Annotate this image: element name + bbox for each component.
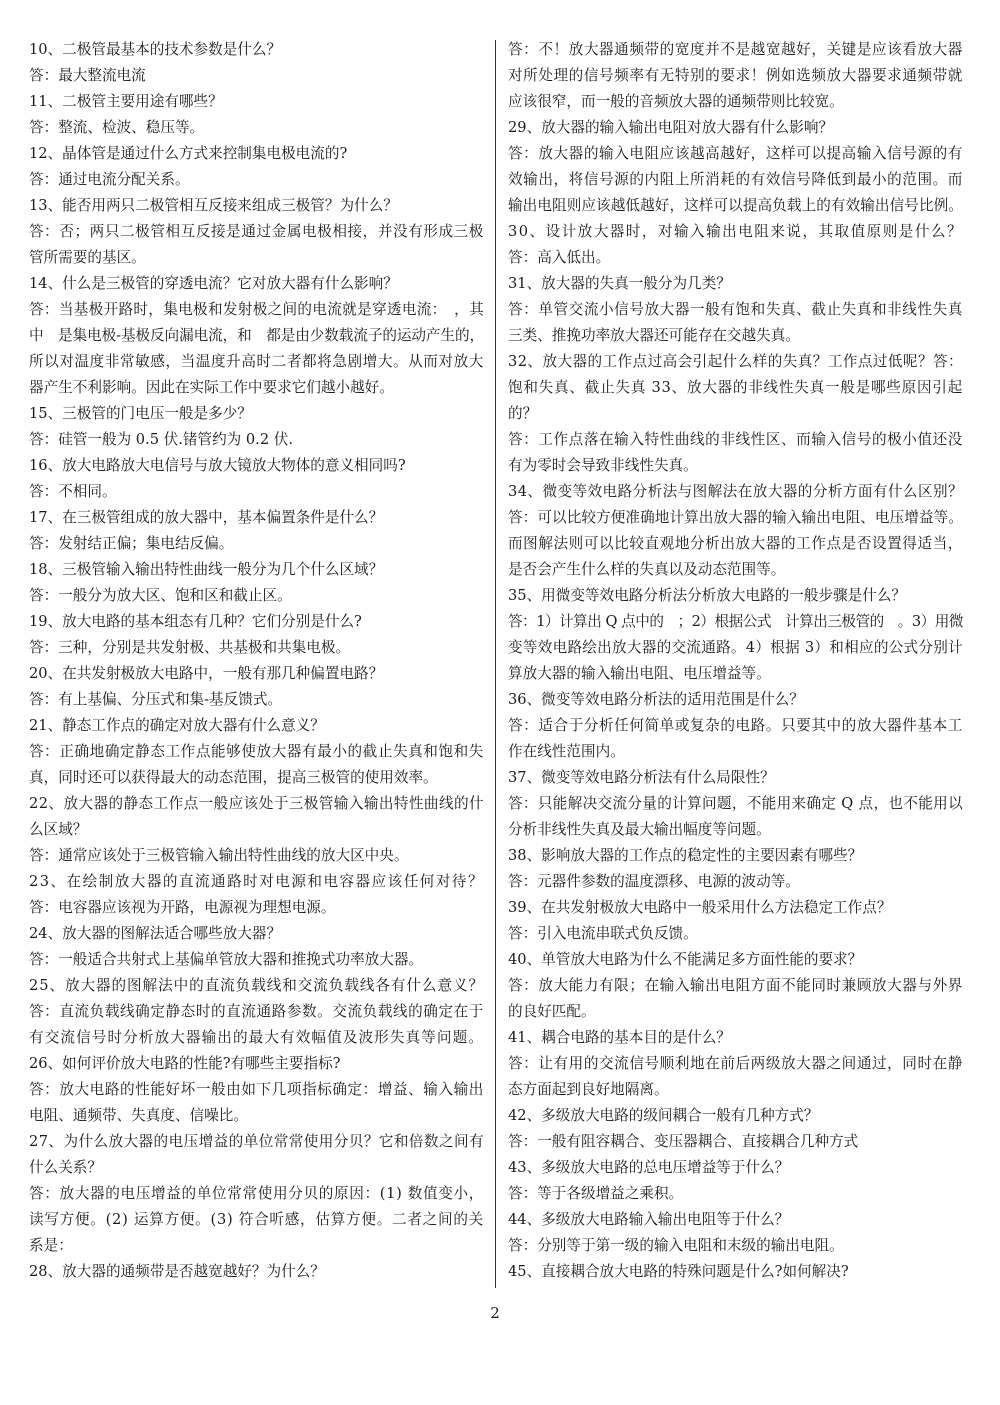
question-line: 31、放大器的失真一般分为几类？ [508, 275, 731, 292]
answer-line: 答：元器件参数的温度漂移、电源的波动等。 [508, 873, 800, 890]
text-line: 而图解法则可以比较直观地分析出放大器的工作点是否设置得适当， [508, 535, 963, 552]
answer-line: 答：放大能力有限；在输入输出电阻方面不能同时兼顾放大器与外界 [508, 977, 963, 994]
text-line: 对所处理的信号频率有无特别的要求！例如选频放大器要求通频带就 [508, 67, 963, 84]
question-line: 25、放大器的图解法中的直流负载线和交流负载线各有什么意义？ [29, 977, 485, 994]
answer-line: 答：高入低出。 [508, 249, 611, 266]
text-line: 系是： [29, 1237, 73, 1254]
answer-line: 答：1）计算出 Q 点中的 ；2）根据公式 计算出三极管的 。3）用微 [508, 613, 963, 630]
answer-line: 答：正确地确定静态工作点能够使放大器有最小的截止失真和饱和失 [29, 743, 484, 760]
question-line: 28、放大器的通频带是否越宽越好？为什么？ [29, 1263, 325, 1280]
question-line: 16、放大电路放大电信号与放大镜放大物体的意义相同吗? [29, 457, 406, 474]
answer-line: 答：一般适合共射式上基偏单管放大器和推挽式功率放大器。 [29, 951, 424, 968]
question-line: 44、多级放大电路输入输出电阻等于什么？ [508, 1211, 790, 1228]
answer-line: 答：否；两只二极管相互反接是通过金属电极相接，并没有形成三极 [29, 223, 484, 240]
question-line: 42、多级放大电路的级间耦合一般有几种方式？ [508, 1107, 819, 1124]
text-line: 三类、推挽功率放大器还可能存在交越失真。 [508, 327, 800, 344]
answer-line: 答：分别等于第一级的输入电阻和末级的输出电阻。 [508, 1237, 844, 1254]
question-line: 17、在三极管组成的放大器中，基本偏置条件是什么？ [29, 509, 384, 526]
text-line: 是否会产生什么样的失真以及动态范围等。 [508, 561, 786, 578]
text-line: 输出电阻则应该越低越好，这样可以提高负载上的有效输出信号比例。 [508, 197, 963, 214]
answer-line: 答：工作点落在输入特性曲线的非线性区、而输入信号的极小值还没 [508, 431, 963, 448]
answer-line: 答：放大器的输入电阻应该越高越好，这样可以提高输入信号源的有 [508, 145, 963, 162]
text-line: 管所需要的基区。 [29, 249, 146, 266]
answer-line: 答：整流、检波、稳压等。 [29, 119, 205, 136]
answer-line: 答：发射结正偏；集电结反偏。 [29, 535, 234, 552]
answer-line: 答：不！放大器通频带的宽度并不是越宽越好，关键是应该看放大器 [508, 41, 963, 58]
answer-line: 答：最大整流电流 [29, 67, 146, 84]
answer-line: 答：可以比较方便准确地计算出放大器的输入输出电阻、电压增益等。 [508, 509, 963, 526]
question-line: 40、单管放大电路为什么不能满足多方面性能的要求？ [508, 951, 863, 968]
text-line: 读写方便。(2) 运算方便。(3) 符合听感，估算方便。二者之间的关 [29, 1211, 484, 1228]
question-line: 29、放大器的输入输出电阻对放大器有什么影响？ [508, 119, 834, 136]
text-line: 作在线性范围内。 [508, 743, 625, 760]
text-line: 分析非线性失真及最大输出幅度等问题。 [508, 821, 771, 838]
text-line: 么区域？ [29, 821, 88, 838]
question-line: 10、二极管最基本的技术参数是什么？ [29, 41, 282, 58]
text-line: 态方面起到良好地隔离。 [508, 1081, 669, 1098]
question-line: 32、放大器的工作点过高会引起什么样的失真？工作点过低呢？答： [508, 353, 963, 370]
text-line: 算放大器的输入输出电阻、电压增益等。 [508, 665, 771, 682]
answer-line: 答：一般有阻容耦合、变压器耦合、直接耦合几种方式 [508, 1133, 859, 1150]
text-line: 变等效电路绘出放大器的交流通路。4）根据 3）和相应的公式分别计 [508, 639, 964, 656]
answer-line: 答：引入电流串联式负反馈。 [508, 925, 698, 942]
question-line: 27、为什么放大器的电压增益的单位常常使用分贝？它和倍数之间有 [29, 1133, 484, 1150]
question-line: 14、什么是三极管的穿透电流？它对放大器有什么影响？ [29, 275, 398, 292]
text-line: 器产生不利影响。因此在实际工作中要求它们越小越好。 [29, 379, 394, 396]
answer-line: 答：直流负载线确定静态时的直流通路参数。交流负载线的确定在于 [29, 1003, 484, 1020]
question-line: 24、放大器的图解法适合哪些放大器？ [29, 925, 282, 942]
answer-line: 答：有上基偏、分压式和集-基反馈式。 [29, 691, 283, 708]
answer-line: 答：等于各级增益之乘积。 [508, 1185, 684, 1202]
text-line: 应该很窄，而一般的音频放大器的通频带则比较宽。 [508, 93, 844, 110]
answer-line: 答：单管交流小信号放大器一般有饱和失真、截止失真和非线性失真 [508, 301, 963, 318]
answer-line: 答：让有用的交流信号顺利地在前后两级放大器之间通过，同时在静 [508, 1055, 963, 1072]
answer-line: 答：三种，分别是共发射极、共基极和共集电极。 [29, 639, 351, 656]
answer-line: 答：不相同。 [29, 483, 117, 500]
answer-line: 答：当基极开路时，集电极和发射极之间的电流就是穿透电流： ，其 [29, 301, 484, 318]
answer-line: 答：一般分为放大区、饱和区和截止区。 [29, 587, 292, 604]
question-line: 20、在共发射极放大电路中，一般有那几种偏置电路？ [29, 665, 384, 682]
answer-line: 答：适合于分析任何简单或复杂的电路。只要其中的放大器件基本工 [508, 717, 963, 734]
text-line: 有为零时会导致非线性失真。 [508, 457, 698, 474]
page-number: 2 [490, 1304, 500, 1322]
answer-line: 答：硅管一般为 0.5 伏.锗管约为 0.2 伏. [29, 431, 293, 448]
right-column [508, 37, 964, 1285]
text-line: 所以对温度非常敏感，当温度升高时二者都将急剧增大。从而对放大 [29, 353, 484, 370]
question-line: 37、微变等效电路分析法有什么局限性？ [508, 769, 775, 786]
text-line: 电阻、通频带、失真度、信噪比。 [29, 1107, 248, 1124]
question-line: 30、设计放大器时，对输入输出电阻来说，其取值原则是什么？ [508, 223, 964, 240]
question-line: 41、耦合电路的基本目的是什么？ [508, 1029, 731, 1046]
text-line: 真，同时还可以获得最大的动态范围，提高三极管的使用效率。 [29, 769, 438, 786]
question-line: 23、在绘制放大器的直流通路时对电源和电容器应该任何对待？ [29, 873, 485, 890]
answer-line: 答：放大电路的性能好坏一般由如下几项指标确定：增益、输入输出 [29, 1081, 484, 1098]
question-line: 26、如何评价放大电路的性能?有哪些主要指标? [29, 1055, 341, 1072]
text-line: 的？ [508, 405, 538, 422]
answer-line: 答：通常应该处于三极管输入输出特性曲线的放大区中央。 [29, 847, 409, 864]
question-line: 15、三极管的门电压一般是多少？ [29, 405, 252, 422]
question-line: 34、微变等效电路分析法与图解法在放大器的分析方面有什么区别？ [508, 483, 963, 500]
left-column [29, 37, 485, 1285]
question-line: 43、多级放大电路的总电压增益等于什么？ [508, 1159, 790, 1176]
question-line: 38、影响放大器的工作点的稳定性的主要因素有哪些？ [508, 847, 863, 864]
text-line: 的良好匹配。 [508, 1003, 596, 1020]
question-line: 35、用微变等效电路分析法分析放大电路的一般步骤是什么？ [508, 587, 907, 604]
question-line: 13、能否用两只二极管相互反接来组成三极管？为什么？ [29, 197, 398, 214]
question-line: 39、在共发射极放大电路中一般采用什么方法稳定工作点？ [508, 899, 892, 916]
answer-line: 答：通过电流分配关系。 [29, 171, 190, 188]
question-line: 18、三极管输入输出特性曲线一般分为几个什么区域？ [29, 561, 384, 578]
question-line: 45、直接耦合放大电路的特殊问题是什么?如何解决? [508, 1263, 849, 1280]
answer-line: 答：放大器的电压增益的单位常常使用分贝的原因：(1) 数值变小， [29, 1185, 484, 1202]
question-line: 11、二极管主要用途有哪些？ [29, 93, 223, 110]
question-line: 36、微变等效电路分析法的适用范围是什么？ [508, 691, 804, 708]
question-line: 22、放大器的静态工作点一般应该处于三极管输入输出特性曲线的什 [29, 795, 484, 812]
text-line: 有交流信号时分析放大器输出的最大有效幅值及波形失真等问题。 [29, 1029, 484, 1046]
text-line: 效输出，将信号源的内阻上所消耗的有效信号降低到最小的范围。而 [508, 171, 963, 188]
question-line: 12、晶体管是通过什么方式来控制集电极电流的? [29, 145, 348, 162]
column-divider [495, 40, 496, 1288]
answer-line: 答：只能解决交流分量的计算问题，不能用来确定 Q 点，也不能用以 [508, 795, 963, 812]
text-line: 饱和失真、截止失真 33、放大器的非线性失真一般是哪些原因引起 [508, 379, 963, 396]
question-line: 21、静态工作点的确定对放大器有什么意义？ [29, 717, 325, 734]
text-line: 中 是集电极-基极反向漏电流，和 都是由少数载流子的运动产生的， [29, 327, 485, 344]
text-line: 什么关系？ [29, 1159, 102, 1176]
answer-line: 答：电容器应该视为开路，电源视为理想电源。 [29, 899, 336, 916]
question-line: 19、放大电路的基本组态有几种？它们分别是什么? [29, 613, 362, 630]
